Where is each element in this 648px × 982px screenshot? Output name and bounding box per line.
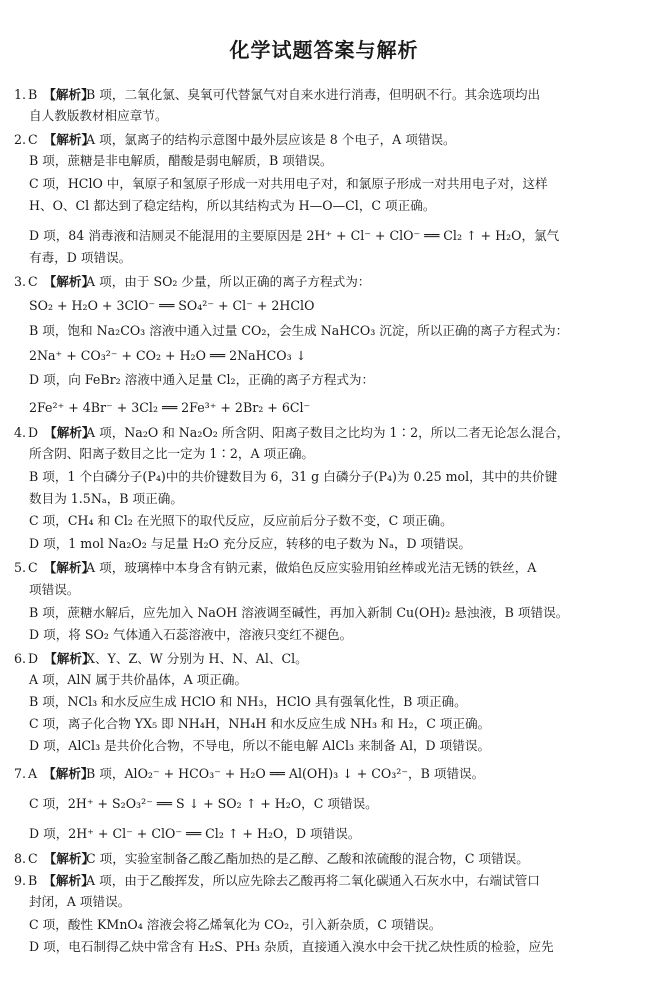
question-number: 1.	[14, 87, 27, 102]
explanation-line: X、Y、Z、W 分别为 H、N、Al、Cl。	[86, 651, 308, 666]
answer-letter: C	[28, 851, 38, 866]
explanation-line: D 项，2H⁺ + Cl⁻ + ClO⁻ ══ Cl₂ ↑ + H₂O，D 项错误。	[29, 826, 361, 841]
question-header	[14, 651, 95, 667]
question-number: 5.	[14, 560, 27, 575]
explanation-line: B 项，1 个白磷分子(P₄)中的共价键数目为 6，31 g 白磷分子(P₄)为 0.25 mol，其中的共价键	[29, 469, 558, 484]
answer-letter: C	[28, 274, 38, 289]
explanation-line: A 项，Na₂O 和 Na₂O₂ 所含阴、阳离子数目之比均为 1∶2，所以二者无论怎么混合，	[86, 425, 570, 440]
explanation-line: D 项，84 消毒液和洁厕灵不能混用的主要原因是 2H⁺ + Cl⁻ + ClO⁻ ══ Cl₂ ↑ + H₂O，氯气	[29, 228, 560, 243]
question-number: 8.	[14, 851, 27, 866]
explanation-line: A 项，AlN 属于共价晶体，A 项正确。	[29, 672, 248, 687]
question-header	[14, 873, 94, 889]
explanation-line: 封闭，A 项错误。	[29, 894, 131, 909]
explanation-line: B 项，NCl₃ 和水反应生成 HClO 和 NH₃，HClO 具有强氧化性，B 项正确。	[29, 694, 467, 709]
explanation-line: D 项，AlCl₃ 是共价化合物，不导电，所以不能电解 AlCl₃ 来制备 Al，D 项错误。	[29, 738, 491, 753]
explanation-line: A 项，由于乙酸挥发，所以应先除去乙酸再将二氧化碳通入石灰水中，右端试管口	[86, 873, 540, 888]
question-number: 9.	[14, 873, 27, 888]
analysis-tag: 【解析】	[44, 651, 95, 666]
question-header	[14, 87, 94, 103]
explanation-line: 所含阴、阳离子数目之比一定为 1∶2，A 项正确。	[29, 446, 315, 461]
explanation-line: B 项，饱和 Na₂CO₃ 溶液中通入过量 CO₂，会生成 NaHCO₃ 沉淀，所以正确的离子方程式为：	[29, 323, 569, 338]
answer-letter: C	[28, 132, 38, 147]
analysis-tag: 【解析】	[43, 560, 95, 575]
explanation-line: 2Na⁺ + CO₃²⁻ + CO₂ + H₂O ══ 2NaHCO₃ ↓	[29, 348, 307, 363]
explanation-line: D 项，电石制得乙炔中常含有 H₂S、PH₃ 杂质，直接通入溴水中会干扰乙炔性质的检验，应先	[29, 939, 554, 954]
answer-letter: D	[28, 651, 39, 666]
explanation-line: A 项，玻璃棒中本身含有钠元素，做焰色反应实验用铂丝棒或光洁无锈的铁丝，A	[86, 560, 537, 575]
explanation-line: 项错误。	[29, 582, 80, 597]
analysis-tag: 【解析】	[43, 87, 94, 102]
question-header	[14, 425, 95, 441]
explanation-line: D 项，将 SO₂ 气体通入石蕊溶液中，溶液只变红不褪色。	[29, 627, 353, 642]
explanation-line: D 项，向 FeBr₂ 溶液中通入足量 Cl₂，正确的离子方程式为：	[29, 372, 375, 387]
explanation-line: 有毒，D 项错误。	[29, 250, 132, 265]
explanation-line: B 项，二氧化氯、臭氧可代替氯气对自来水进行消毒，但明矾不行。其余选项均出	[86, 87, 541, 102]
explanation-line: D 项，1 mol Na₂O₂ 与足量 H₂O 充分反应，转移的电子数为 Nₐ，D 项错误。	[29, 536, 472, 551]
explanation-line: A 项，由于 SO₂ 少量，所以正确的离子方程式为：	[86, 274, 371, 289]
question-number: 6.	[14, 651, 27, 666]
explanation-line: C 项，CH₄ 和 Cl₂ 在光照下的取代反应，反应前后分子数不变，C 项正确。	[29, 513, 453, 528]
explanation-line: A 项，氯离子的结构示意图中最外层应该是 8 个电子，A 项错误。	[86, 132, 456, 147]
explanation-line: C 项，酸性 KMnO₄ 溶液会将乙烯氧化为 CO₂，引入新杂质，C 项错误。	[29, 917, 442, 932]
explanation-line: C 项，实验室制备乙酸乙酯加热的是乙醇、乙酸和浓硫酸的混合物，C 项错误。	[86, 851, 529, 866]
explanation-line: C 项，2H⁺ + S₂O₃²⁻ ══ S ↓ + SO₂ ↑ + H₂O，C 项错误。	[29, 796, 378, 811]
question-header	[14, 560, 94, 576]
question-header	[14, 851, 94, 867]
answer-letter: B	[28, 87, 38, 102]
explanation-line: H、O、Cl 都达到了稳定结构，所以其结构式为 H—O—Cl，C 项正确。	[29, 198, 436, 213]
answer-letter: B	[28, 873, 38, 888]
explanation-line: 自人教版教材相应章节。	[29, 108, 168, 123]
explanation-line: B 项，蔗糖是非电解质，醋酸是弱电解质，B 项错误。	[29, 153, 333, 168]
answer-letter: C	[28, 560, 38, 575]
analysis-tag: 【解析】	[43, 766, 94, 781]
question-header	[14, 766, 94, 782]
answer-letter: A	[28, 766, 38, 781]
explanation-line: C 项，离子化合物 YX₅ 即 NH₄H，NH₄H 和水反应生成 NH₃ 和 H₂，C 项正确。	[29, 716, 491, 731]
explanation-line: 数目为 1.5Nₐ，B 项正确。	[29, 491, 183, 506]
analysis-tag: 【解析】	[43, 851, 95, 866]
explanation-line: B 项，蔗糖水解后，应先加入 NaOH 溶液调至碱性，再加入新制 Cu(OH)₂ 悬浊液，B 项错误。	[29, 605, 569, 620]
question-number: 4.	[14, 425, 27, 440]
analysis-tag: 【解析】	[43, 873, 94, 888]
page-title: 化学试题答案与解析	[229, 38, 419, 62]
question-header	[14, 132, 94, 148]
question-header	[14, 274, 94, 290]
question-number: 3.	[14, 274, 27, 289]
analysis-tag: 【解析】	[44, 425, 95, 440]
answer-letter: D	[28, 425, 39, 440]
explanation-line: SO₂ + H₂O + 3ClO⁻ ══ SO₄²⁻ + Cl⁻ + 2HClO	[29, 298, 315, 313]
analysis-tag: 【解析】	[43, 274, 95, 289]
analysis-tag: 【解析】	[43, 132, 95, 147]
explanation-line: 2Fe²⁺ + 4Br⁻ + 3Cl₂ ══ 2Fe³⁺ + 2Br₂ + 6Cl⁻	[29, 400, 311, 415]
explanation-line: C 项，HClO 中，氧原子和氢原子形成一对共用电子对，和氯原子形成一对共用电子对，这样	[29, 176, 548, 191]
question-number: 7.	[14, 766, 27, 781]
explanation-line: B 项，AlO₂⁻ + HCO₃⁻ + H₂O ══ Al(OH)₃ ↓ + CO₃²⁻，B 项错误。	[86, 766, 485, 781]
question-number: 2.	[14, 132, 27, 147]
